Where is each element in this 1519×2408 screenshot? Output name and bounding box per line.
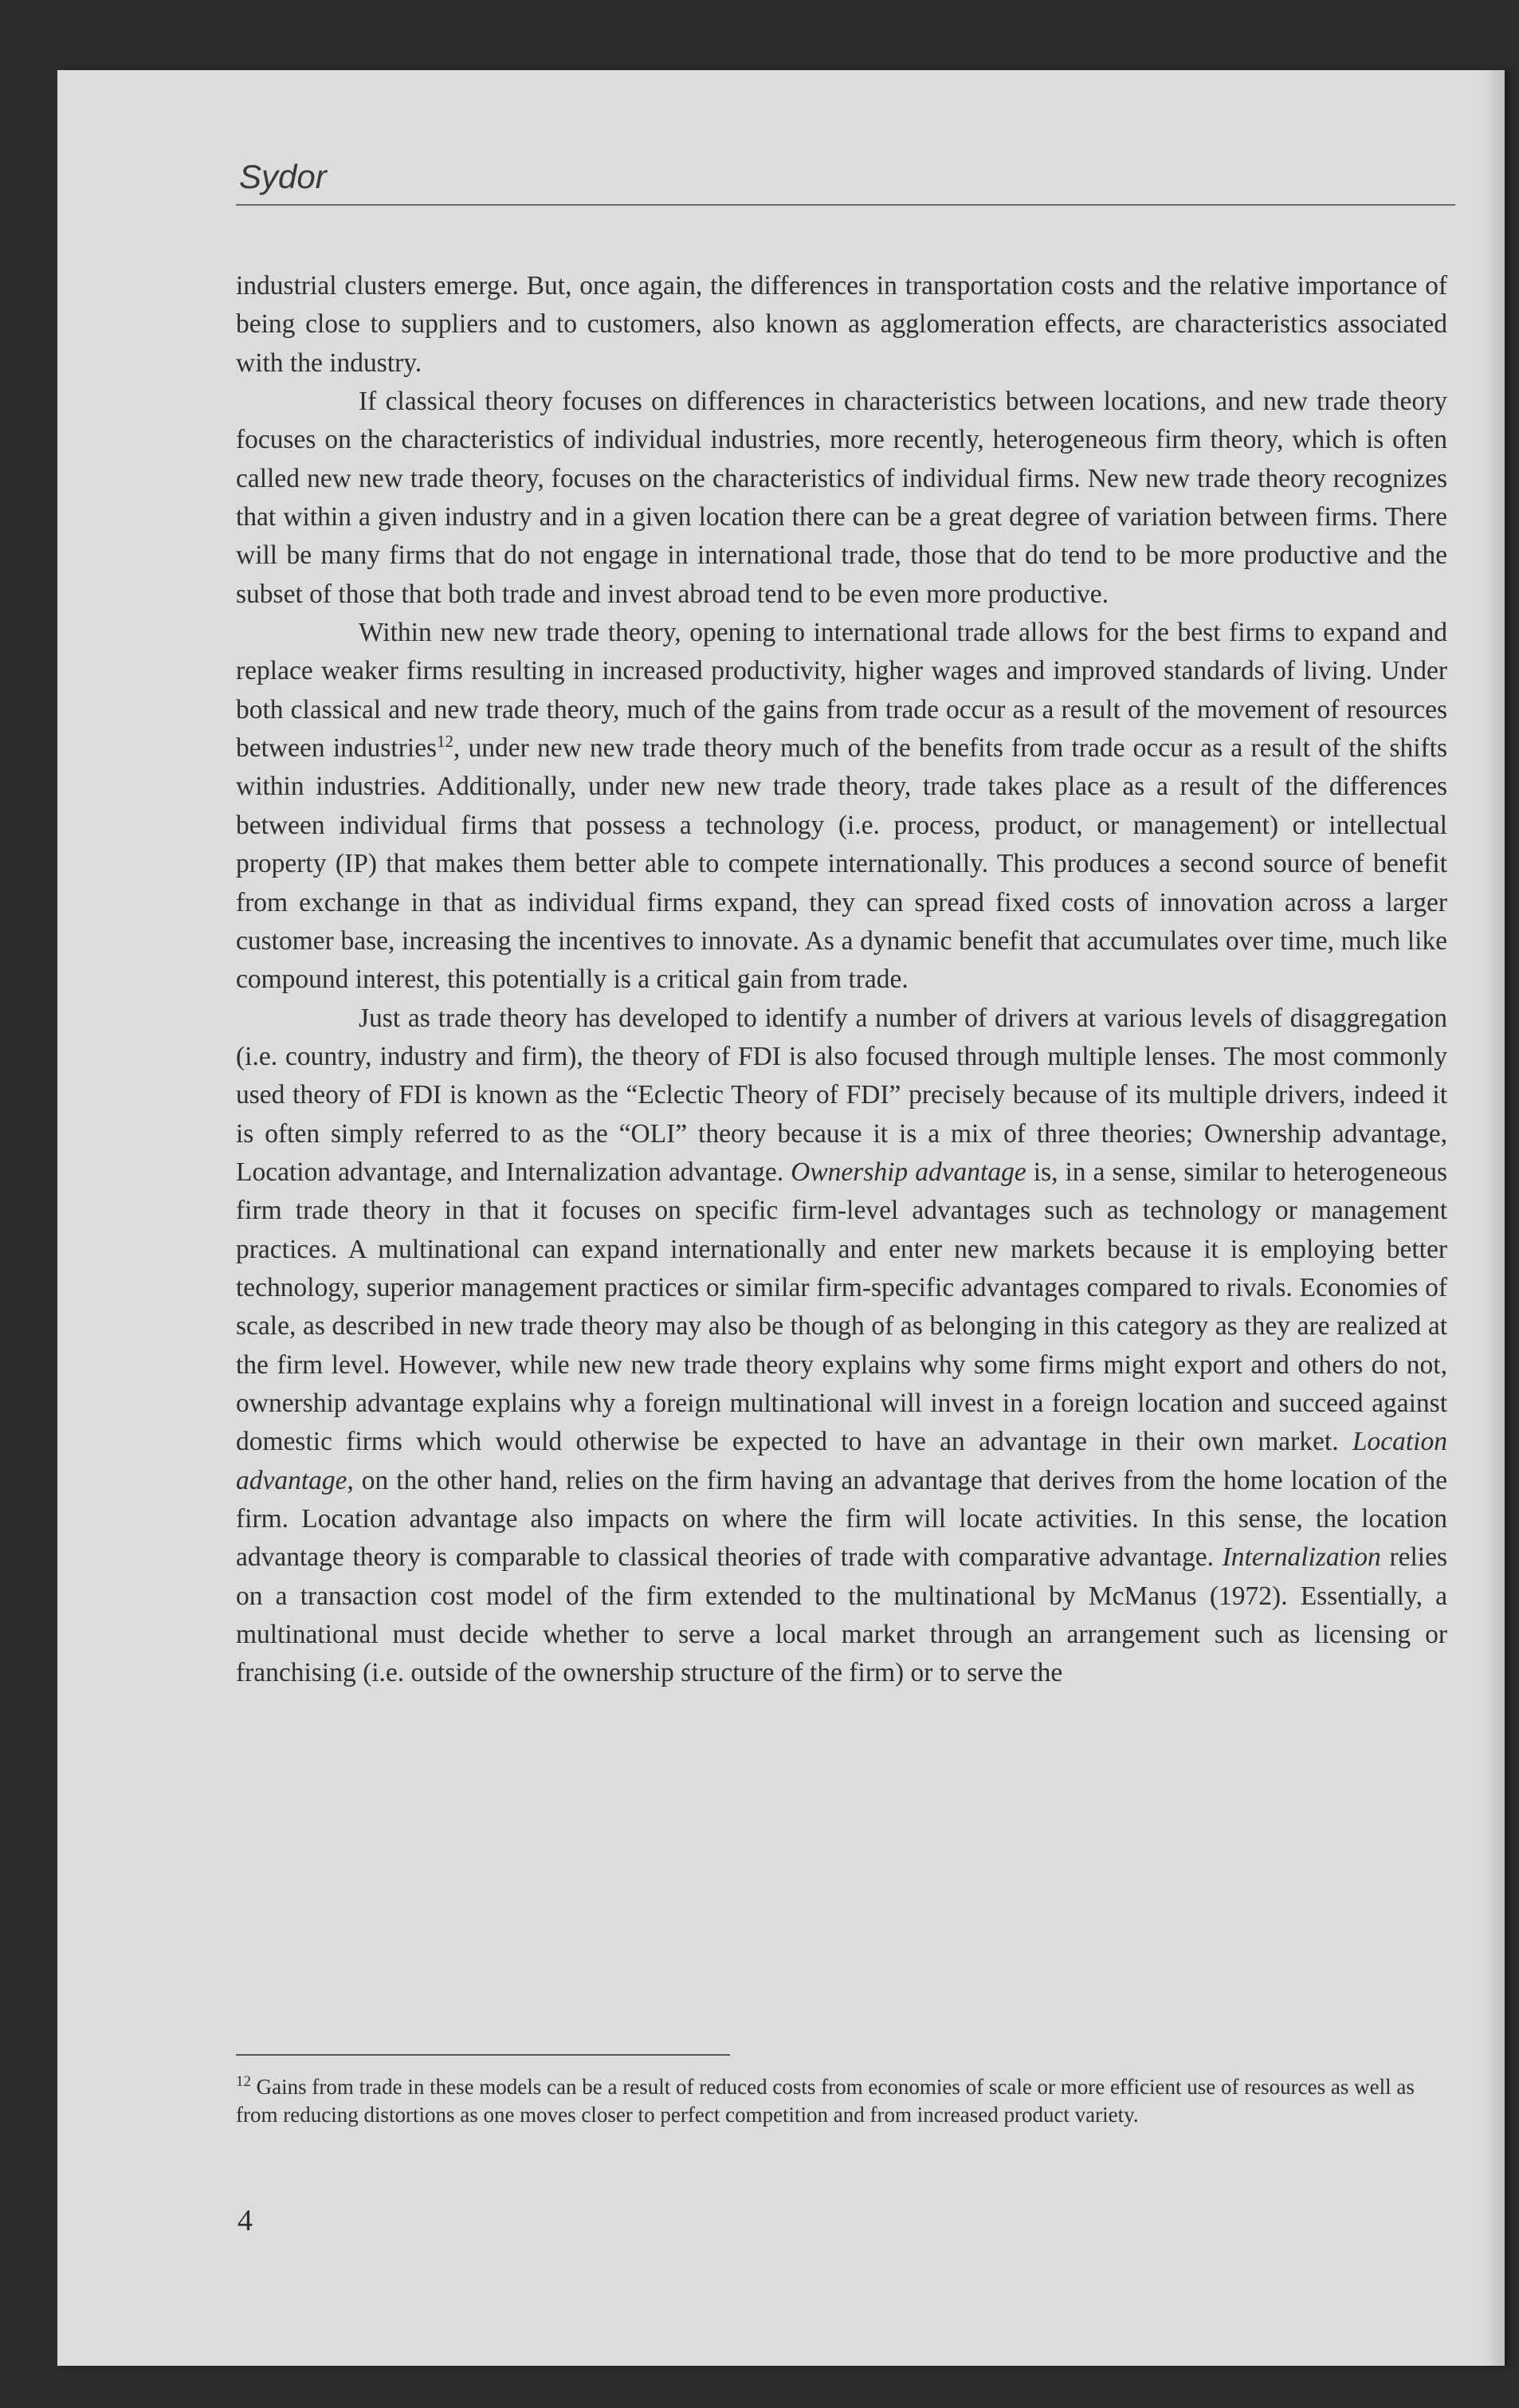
paragraph-text: , under new new trade theory much of the benefits from trade occur as a result of the shifts within industries. Additionally, under new new trade theory, trade takes place as a result of the differences between individual firms that possess a technology (i.e. process, product, or management) or intellectual property (IP) that makes them better able to compete internationally. This produces a second source of benefit from exchange in that as individual firms expand, they can spread fixed costs of innovation across a larger customer base, increasing the incentives to innovate. As a dynamic benefit that accumulates over time, much like compound interest, this potentially is a critical gain from trade. <box>236 733 1447 995</box>
paragraph <box>236 614 1447 999</box>
footnote-12 <box>236 2073 1447 2128</box>
running-head-author: Sydor <box>239 158 327 195</box>
paragraph <box>236 383 1447 614</box>
paragraph <box>236 1000 1447 1693</box>
footnote-reference: 12 <box>437 732 453 751</box>
running-header <box>236 156 1455 206</box>
footnote-divider <box>236 2054 730 2056</box>
italic-term: Ownership advantage <box>791 1157 1026 1187</box>
paragraph-text: industrial clusters emerge. But, once again, the differences in transportation costs and the relative importance of being close to suppliers and to customers, also known as agglomeration effects, are characteristics associated with the industry. <box>236 271 1447 378</box>
footnote-marker: 12 <box>236 2073 251 2090</box>
paragraph-text: If classical theory focuses on differences in characteristics between locations, and new trade theory focuses on the characteristics of individual industries, more recently, heterogeneous firm theory, which is often called new new trade theory, focuses on the characteristics of individual firms. New new trade theory recognizes that within a given industry and in a given location there can be a great degree of variation between firms. There will be many firms that do not engage in international trade, those that do tend to be more productive and the subset of those that both trade and invest abroad tend to be even more productive. <box>236 387 1447 609</box>
paragraph-text: relies on a transaction cost model of the firm extended to the multinational by McManus (1972). Essentially, a multinational must decide whether to serve a local market through an arrangement such as licensing or franchising (i.e. outside of the ownership structure of the firm) or to serve the <box>236 1542 1448 1688</box>
page-number: 4 <box>237 2204 253 2237</box>
body-text <box>236 267 1447 1693</box>
paragraph-text: Just as trade theory has developed to identify a number of drivers at various levels of disaggregation (i.e. country, industry and firm), the theory of FDI is also focused through multiple lenses. The most commonly used theory of FDI is known as the “Eclectic Theory of FDI” precisely because of its multiple drivers, indeed it is often simply referred to as the “OLI” theory because it is a mix of three theories; Ownership advantage, Location advantage, and Internalization advantage. <box>236 1003 1447 1187</box>
paragraph-text: Within new new trade theory, opening to international trade allows for the best firms to expand and replace weaker firms resulting in increased productivity, higher wages and improved standards of living. Under both classical and new trade theory, much of the gains from trade occur as a result of the movement of resources between industries <box>236 618 1447 764</box>
italic-term: Internalization <box>1222 1542 1381 1573</box>
paragraph-text: , on the other hand, relies on the firm having an advantage that derives from the home location of the firm. Location advantage also impacts on where the firm will locate activities. In this sense, the location advantage theory is comparable to classical theories of trade with comparative advantage. <box>236 1465 1447 1573</box>
paragraph-text: is, in a sense, similar to heterogeneous firm trade theory in that it focuses on specific firm-level advantages such as technology or management practices. A multinational can expand internationally and enter new markets because it is employing better technology, superior management practices or similar firm-specific advantages compared to rivals. Economies of scale, as described in new trade theory may also be though of as belonging in this category as they are realized at the firm level. However, while new new trade theory explains why some firms might export and others do not, ownership advantage explains why a foreign multinational will invest in a foreign location and succeed against domestic firms which would otherwise be expected to have an advantage in their own market. <box>236 1157 1447 1457</box>
italic-term: Location advantage <box>236 1427 1447 1495</box>
footnote-text: Gains from trade in these models can be a result of reduced costs from economies of scale or more efficient use of resources as well as from reducing distortions as one moves closer to perfect competition and from increased product variety. <box>236 2075 1415 2127</box>
paragraph <box>236 267 1447 383</box>
